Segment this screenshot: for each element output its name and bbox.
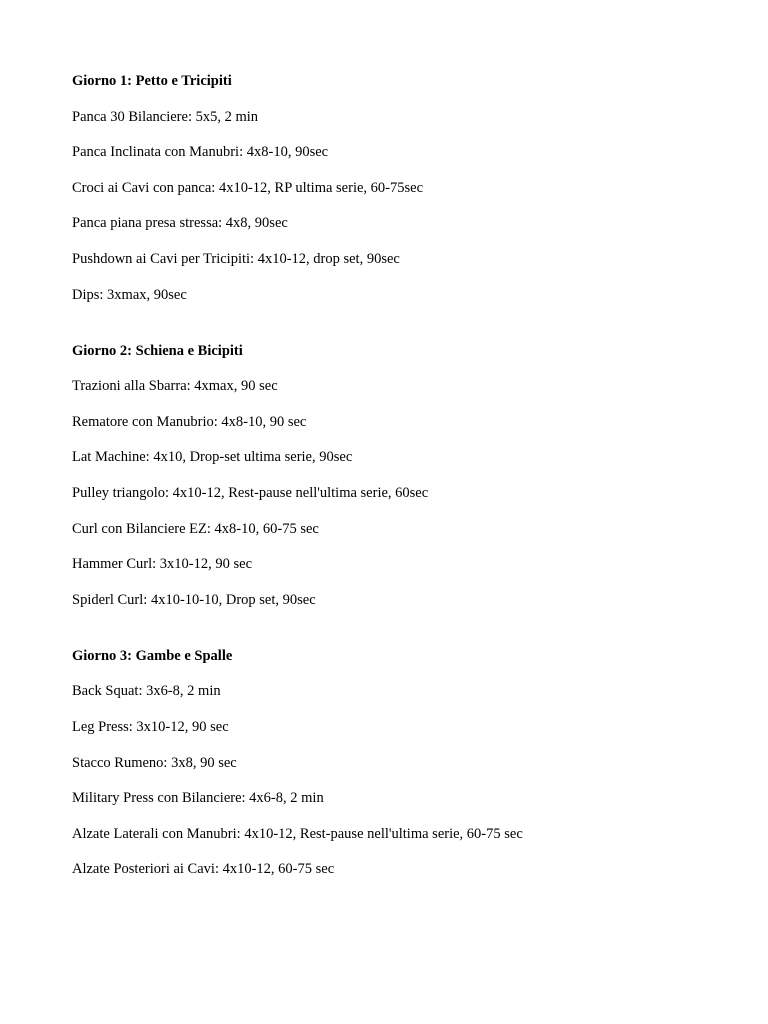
exercise-line: Panca Inclinata con Manubri: 4x8-10, 90sec [72, 144, 329, 161]
exercise-line: Panca 30 Bilanciere: 5x5, 2 min [72, 108, 259, 125]
exercise-line: Pushdown ai Cavi per Tricipiti: 4x10-12, drop set, 90sec [72, 250, 400, 267]
exercise-line: Curl con Bilanciere EZ: 4x8-10, 60-75 sec [72, 520, 319, 537]
exercise-line: Dips: 3xmax, 90sec [72, 286, 187, 303]
exercise-line: Trazioni alla Sbarra: 4xmax, 90 sec [72, 378, 278, 395]
day-3-title: Giorno 3: Gambe e Spalle [72, 647, 233, 664]
exercise-line: Croci ai Cavi con panca: 4x10-12, RP ultima serie, 60-75sec [72, 179, 424, 196]
exercise-line: Leg Press: 3x10-12, 90 sec [72, 718, 229, 735]
exercise-line: Spiderl Curl: 4x10-10-10, Drop set, 90sec [72, 591, 316, 608]
day-3-section [72, 646, 696, 880]
exercise-line: Alzate Posteriori ai Cavi: 4x10-12, 60-75 sec [72, 861, 335, 878]
day-2-title: Giorno 2: Schiena e Bicipiti [72, 342, 243, 359]
exercise-line: Lat Machine: 4x10, Drop-set ultima serie, 90sec [72, 449, 353, 466]
exercise-line: Military Press con Bilanciere: 4x6-8, 2 min [72, 790, 324, 807]
exercise-line: Back Squat: 3x6-8, 2 min [72, 683, 221, 700]
day-2-section [72, 341, 696, 610]
exercise-line: Pulley triangolo: 4x10-12, Rest-pause nell'ultima serie, 60sec [72, 484, 429, 501]
exercise-line: Alzate Laterali con Manubri: 4x10-12, Rest-pause nell'ultima serie, 60-75 sec [72, 825, 523, 842]
day-1-title: Giorno 1: Petto e Tricipiti [72, 73, 232, 89]
day-1-section [72, 71, 696, 305]
exercise-line: Stacco Rumeno: 3x8, 90 sec [72, 754, 237, 771]
exercise-line: Rematore con Manubrio: 4x8-10, 90 sec [72, 413, 307, 430]
exercise-line: Hammer Curl: 3x10-12, 90 sec [72, 556, 253, 573]
exercise-line: Panca piana presa stressa: 4x8, 90sec [72, 215, 288, 232]
